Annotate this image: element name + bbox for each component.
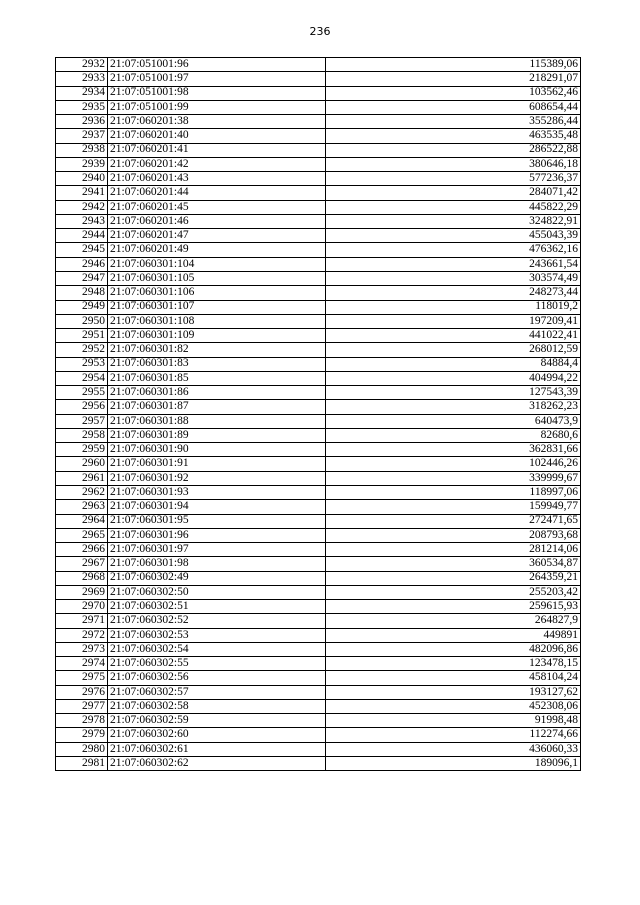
value-amount: 189096,1 [326, 757, 581, 771]
value-amount: 264827,9 [326, 614, 581, 628]
cadastral-number: 21:07:060302:54 [108, 642, 326, 656]
value-amount: 482096,86 [326, 642, 581, 656]
value-amount: 284071,42 [326, 186, 581, 200]
value-amount: 436060,33 [326, 742, 581, 756]
cadastral-number: 21:07:060302:59 [108, 714, 326, 728]
row-number: 2975 [56, 671, 108, 685]
cadastral-number: 21:07:060302:55 [108, 657, 326, 671]
row-number: 2949 [56, 300, 108, 314]
table-row [56, 414, 581, 428]
row-number: 2936 [56, 115, 108, 129]
table-row [56, 600, 581, 614]
cadastral-number: 21:07:060201:41 [108, 143, 326, 157]
table-row [56, 371, 581, 385]
row-number: 2969 [56, 585, 108, 599]
row-number: 2981 [56, 757, 108, 771]
table-row [56, 500, 581, 514]
row-number: 2976 [56, 685, 108, 699]
table-row [56, 271, 581, 285]
cadastral-number: 21:07:060302:53 [108, 628, 326, 642]
value-amount: 127543,39 [326, 386, 581, 400]
value-amount: 360534,87 [326, 557, 581, 571]
row-number: 2972 [56, 628, 108, 642]
row-number: 2946 [56, 257, 108, 271]
value-amount: 193127,62 [326, 685, 581, 699]
value-amount: 339999,67 [326, 471, 581, 485]
table-row [56, 58, 581, 72]
cadastral-number: 21:07:060301:98 [108, 557, 326, 571]
cadastral-number: 21:07:060301:95 [108, 514, 326, 528]
cadastral-number: 21:07:060301:93 [108, 485, 326, 499]
data-table [55, 57, 581, 771]
cadastral-number: 21:07:060301:82 [108, 343, 326, 357]
table-row [56, 699, 581, 713]
cadastral-number: 21:07:060301:90 [108, 443, 326, 457]
cadastral-number: 21:07:060301:89 [108, 428, 326, 442]
row-number: 2939 [56, 157, 108, 171]
cadastral-number: 21:07:060301:105 [108, 271, 326, 285]
table-row [56, 400, 581, 414]
value-amount: 208793,68 [326, 528, 581, 542]
value-amount: 112274,66 [326, 728, 581, 742]
cadastral-number: 21:07:060201:38 [108, 115, 326, 129]
table-row [56, 642, 581, 656]
table-row [56, 457, 581, 471]
cadastral-number: 21:07:060301:109 [108, 329, 326, 343]
row-number: 2940 [56, 172, 108, 186]
value-amount: 355286,44 [326, 115, 581, 129]
table-row [56, 585, 581, 599]
table-row [56, 343, 581, 357]
table-row [56, 143, 581, 157]
value-amount: 102446,26 [326, 457, 581, 471]
cadastral-number: 21:07:060201:46 [108, 214, 326, 228]
cadastral-number: 21:07:060301:108 [108, 314, 326, 328]
value-amount: 404994,22 [326, 371, 581, 385]
row-number: 2941 [56, 186, 108, 200]
table-row [56, 214, 581, 228]
table-row [56, 757, 581, 771]
value-amount: 218291,07 [326, 72, 581, 86]
cadastral-number: 21:07:060302:62 [108, 757, 326, 771]
table-row [56, 243, 581, 257]
value-amount: 123478,15 [326, 657, 581, 671]
row-number: 2950 [56, 314, 108, 328]
row-number: 2966 [56, 543, 108, 557]
table-row [56, 286, 581, 300]
row-number: 2955 [56, 386, 108, 400]
value-amount: 268012,59 [326, 343, 581, 357]
row-number: 2937 [56, 129, 108, 143]
row-number: 2953 [56, 357, 108, 371]
row-number: 2963 [56, 500, 108, 514]
cadastral-number: 21:07:060201:45 [108, 200, 326, 214]
row-number: 2933 [56, 72, 108, 86]
row-number: 2970 [56, 600, 108, 614]
row-number: 2944 [56, 229, 108, 243]
value-amount: 318262,23 [326, 400, 581, 414]
row-number: 2935 [56, 100, 108, 114]
row-number: 2938 [56, 143, 108, 157]
table-row [56, 557, 581, 571]
value-amount: 272471,65 [326, 514, 581, 528]
table-row [56, 172, 581, 186]
cadastral-number: 21:07:060301:94 [108, 500, 326, 514]
table-row [56, 628, 581, 642]
cadastral-number: 21:07:060301:97 [108, 543, 326, 557]
row-number: 2965 [56, 528, 108, 542]
cadastral-number: 21:07:060301:86 [108, 386, 326, 400]
row-number: 2960 [56, 457, 108, 471]
cadastral-number: 21:07:060301:87 [108, 400, 326, 414]
table-row [56, 657, 581, 671]
row-number: 2958 [56, 428, 108, 442]
table-row [56, 314, 581, 328]
cadastral-number: 21:07:060201:49 [108, 243, 326, 257]
cadastral-number: 21:07:060302:60 [108, 728, 326, 742]
value-amount: 118997,06 [326, 485, 581, 499]
row-number: 2971 [56, 614, 108, 628]
cadastral-number: 21:07:060301:83 [108, 357, 326, 371]
value-amount: 259615,93 [326, 600, 581, 614]
value-amount: 577236,37 [326, 172, 581, 186]
row-number: 2962 [56, 485, 108, 499]
value-amount: 324822,91 [326, 214, 581, 228]
value-amount: 362831,66 [326, 443, 581, 457]
value-amount: 91998,48 [326, 714, 581, 728]
cadastral-number: 21:07:060201:42 [108, 157, 326, 171]
value-amount: 118019,2 [326, 300, 581, 314]
row-number: 2945 [56, 243, 108, 257]
table-row [56, 742, 581, 756]
row-number: 2964 [56, 514, 108, 528]
row-number: 2967 [56, 557, 108, 571]
value-amount: 463535,48 [326, 129, 581, 143]
value-amount: 452308,06 [326, 699, 581, 713]
table-row [56, 471, 581, 485]
table-body [56, 58, 581, 771]
table-row [56, 129, 581, 143]
value-amount: 455043,39 [326, 229, 581, 243]
value-amount: 255203,42 [326, 585, 581, 599]
table-row [56, 614, 581, 628]
value-amount: 248273,44 [326, 286, 581, 300]
row-number: 2942 [56, 200, 108, 214]
table-row [56, 685, 581, 699]
table-row [56, 200, 581, 214]
table-row [56, 671, 581, 685]
row-number: 2951 [56, 329, 108, 343]
row-number: 2934 [56, 86, 108, 100]
row-number: 2959 [56, 443, 108, 457]
value-amount: 640473,9 [326, 414, 581, 428]
table-row [56, 485, 581, 499]
cadastral-number: 21:07:051001:96 [108, 58, 326, 72]
cadastral-number: 21:07:060302:49 [108, 571, 326, 585]
row-number: 2979 [56, 728, 108, 742]
value-amount: 159949,77 [326, 500, 581, 514]
table-row [56, 428, 581, 442]
cadastral-number: 21:07:051001:99 [108, 100, 326, 114]
table-row [56, 714, 581, 728]
row-number: 2954 [56, 371, 108, 385]
row-number: 2952 [56, 343, 108, 357]
table-row [56, 157, 581, 171]
value-amount: 449891 [326, 628, 581, 642]
table-row [56, 115, 581, 129]
table-row [56, 528, 581, 542]
value-amount: 441022,41 [326, 329, 581, 343]
cadastral-number: 21:07:060301:104 [108, 257, 326, 271]
cadastral-number: 21:07:060302:51 [108, 600, 326, 614]
table-row [56, 728, 581, 742]
row-number: 2948 [56, 286, 108, 300]
value-amount: 82680,6 [326, 428, 581, 442]
row-number: 2947 [56, 271, 108, 285]
row-number: 2968 [56, 571, 108, 585]
table-row [56, 329, 581, 343]
table-row [56, 543, 581, 557]
row-number: 2978 [56, 714, 108, 728]
cadastral-number: 21:07:060301:85 [108, 371, 326, 385]
cadastral-number: 21:07:051001:97 [108, 72, 326, 86]
value-amount: 380646,18 [326, 157, 581, 171]
value-amount: 303574,49 [326, 271, 581, 285]
value-amount: 458104,24 [326, 671, 581, 685]
value-amount: 243661,54 [326, 257, 581, 271]
value-amount: 84884,4 [326, 357, 581, 371]
cadastral-number: 21:07:060201:43 [108, 172, 326, 186]
table-row [56, 571, 581, 585]
row-number: 2956 [56, 400, 108, 414]
row-number: 2943 [56, 214, 108, 228]
value-amount: 115389,06 [326, 58, 581, 72]
value-amount: 281214,06 [326, 543, 581, 557]
table-row [56, 186, 581, 200]
value-amount: 476362,16 [326, 243, 581, 257]
table-row [56, 386, 581, 400]
value-amount: 264359,21 [326, 571, 581, 585]
value-amount: 197209,41 [326, 314, 581, 328]
table-row [56, 357, 581, 371]
row-number: 2961 [56, 471, 108, 485]
cadastral-number: 21:07:060201:47 [108, 229, 326, 243]
row-number: 2973 [56, 642, 108, 656]
cadastral-number: 21:07:060201:44 [108, 186, 326, 200]
table-row [56, 100, 581, 114]
cadastral-number: 21:07:060302:50 [108, 585, 326, 599]
table-row [56, 229, 581, 243]
table-row [56, 443, 581, 457]
page-number: 236 [309, 25, 331, 38]
cadastral-number: 21:07:060302:61 [108, 742, 326, 756]
cadastral-number: 21:07:060301:96 [108, 528, 326, 542]
cadastral-number: 21:07:060302:52 [108, 614, 326, 628]
cadastral-number: 21:07:060302:58 [108, 699, 326, 713]
cadastral-number: 21:07:060301:88 [108, 414, 326, 428]
cadastral-number: 21:07:060301:106 [108, 286, 326, 300]
value-amount: 103562,46 [326, 86, 581, 100]
cadastral-number: 21:07:060301:91 [108, 457, 326, 471]
row-number: 2980 [56, 742, 108, 756]
row-number: 2957 [56, 414, 108, 428]
table-row [56, 257, 581, 271]
table-row [56, 300, 581, 314]
value-amount: 445822,29 [326, 200, 581, 214]
table-row [56, 514, 581, 528]
table-row [56, 72, 581, 86]
cadastral-number: 21:07:060302:57 [108, 685, 326, 699]
table-row [56, 86, 581, 100]
row-number: 2932 [56, 58, 108, 72]
cadastral-number: 21:07:051001:98 [108, 86, 326, 100]
row-number: 2974 [56, 657, 108, 671]
cadastral-number: 21:07:060301:107 [108, 300, 326, 314]
row-number: 2977 [56, 699, 108, 713]
value-amount: 286522,88 [326, 143, 581, 157]
cadastral-number: 21:07:060301:92 [108, 471, 326, 485]
cadastral-number: 21:07:060302:56 [108, 671, 326, 685]
value-amount: 608654,44 [326, 100, 581, 114]
cadastral-number: 21:07:060201:40 [108, 129, 326, 143]
